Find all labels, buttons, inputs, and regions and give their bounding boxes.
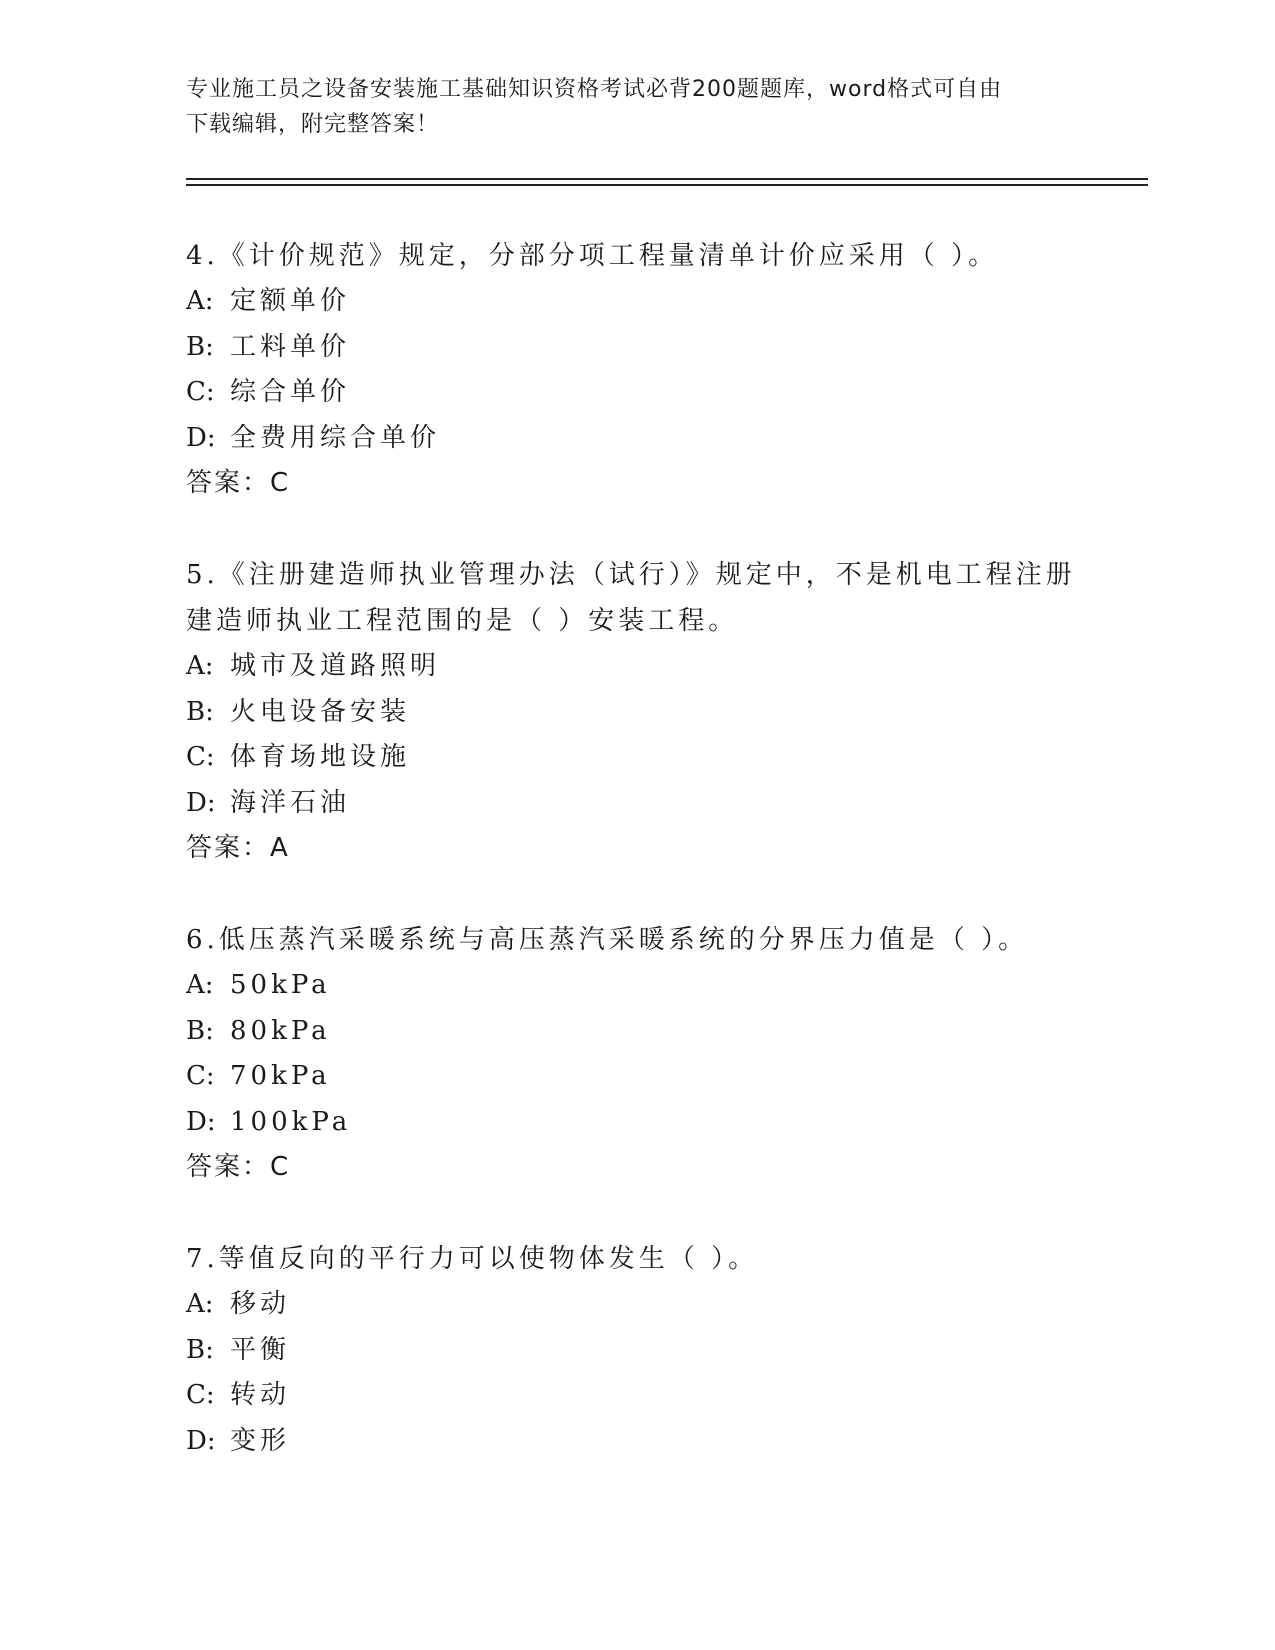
question-stem: 6.低压蒸汽采暖系统与高压蒸汽采暖系统的分界压力值是（ ）。 [186,925,1029,955]
header-divider-top [186,178,1148,180]
option-text: 火电设备安装 [230,696,411,727]
option-text: 转动 [230,1380,291,1410]
option-key: B: [186,1015,214,1046]
header-divider-bottom [186,184,1148,186]
option-key: A: [186,970,214,1000]
answer: 答案：C [186,468,291,498]
option-d [186,781,1086,827]
option-key: A: [186,1289,214,1319]
header-line-1: 专业施工员之设备安装施工基础知识资格考试必背200题题库，word格式可自由 [186,77,1003,102]
option-text: 移动 [230,1289,291,1319]
option-text: 变形 [230,1425,291,1456]
option-b [186,1009,1086,1055]
option-text: 50kPa [230,970,331,1000]
option-text: 工料单价 [230,331,351,362]
option-key: C: [186,377,215,407]
option-a [186,1282,1086,1328]
document-header [186,72,1066,142]
option-a [186,279,1086,325]
option-c [186,1054,1086,1100]
option-d [186,1419,1086,1465]
option-key: C: [186,1061,215,1091]
answer: 答案：C [186,1152,291,1182]
option-text: 100kPa [230,1106,352,1137]
question-stem: 4.《计价规范》规定，分部分项工程量清单计价应采用（ ）。 [186,241,999,271]
option-text: 平衡 [230,1334,291,1365]
question-5 [186,552,1086,871]
option-text: 城市及道路照明 [230,651,441,681]
option-key: B: [186,1334,214,1365]
option-key: B: [186,696,214,727]
option-key: D: [186,422,216,453]
question-7 [186,1236,1086,1464]
option-text: 综合单价 [230,377,351,407]
option-text: 海洋石油 [230,787,351,818]
option-b [186,1328,1086,1374]
option-c [186,1373,1086,1419]
question-stem-line-2: 建造师执业工程范围的是（ ）安装工程。 [186,606,739,636]
option-b [186,325,1086,371]
option-text: 体育场地设施 [230,742,411,772]
question-4 [186,233,1086,506]
option-text: 80kPa [230,1015,331,1046]
question-6 [186,917,1086,1190]
option-key: A: [186,651,214,681]
option-text: 定额单价 [230,286,351,316]
option-key: C: [186,1380,215,1410]
header-line-2: 下载编辑，附完整答案！ [186,112,440,137]
option-d [186,416,1086,462]
option-a [186,644,1086,690]
option-d [186,1100,1086,1146]
option-key: A: [186,286,214,316]
answer: 答案：A [186,833,290,863]
option-key: C: [186,742,215,772]
option-key: D: [186,787,216,818]
option-a [186,963,1086,1009]
option-key: D: [186,1106,216,1137]
option-b [186,690,1086,736]
question-stem: 7.等值反向的平行力可以使物体发生（ ）。 [186,1244,759,1274]
option-c [186,370,1086,416]
option-text: 全费用综合单价 [230,422,441,453]
option-c [186,735,1086,781]
option-key: D: [186,1425,216,1456]
option-key: B: [186,331,214,362]
question-stem-line-1: 5.《注册建造师执业管理办法（试行）》规定中，不是机电工程注册 [186,560,1076,590]
option-text: 70kPa [230,1061,331,1091]
